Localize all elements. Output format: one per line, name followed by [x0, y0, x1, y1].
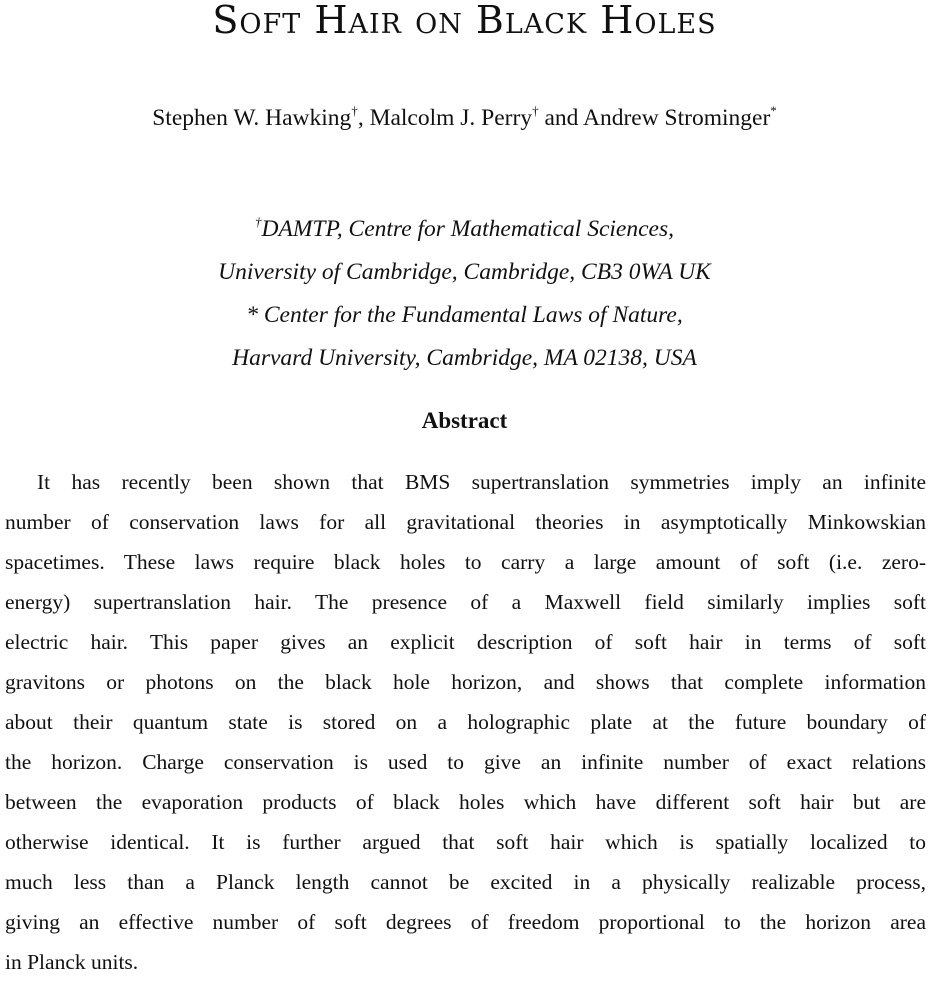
- abstract-line: much less than a Planck length cannot be excited in a physically realizable process,: [5, 870, 926, 894]
- affiliation-text: DAMTP, Centre for Mathematical Sciences,: [261, 216, 674, 242]
- abstract-line: spacetimes. These laws require black holes to carry a large amount of soft (i.e. zero-: [5, 550, 926, 574]
- abstract-line: number of conservation laws for all gravitational theories in asymptotically Minkowskian: [5, 510, 926, 534]
- paper-title: Soft Hair on Black Holes: [212, 0, 717, 42]
- abstract-line: It has recently been shown that BMS supertranslation symmetries imply an infinite: [37, 470, 926, 494]
- abstract-heading: Abstract: [421, 408, 508, 433]
- affiliation-mark: *: [246, 302, 258, 328]
- affiliation-mark: *: [770, 103, 777, 118]
- affiliation-line: University of Cambridge, Cambridge, CB3 0WA UK: [218, 259, 711, 285]
- abstract-line: otherwise identical. It is further argued that soft hair which is spatially localized to: [5, 830, 926, 854]
- abstract-line: in Planck units.: [5, 950, 139, 974]
- author-name: Stephen W. Hawking: [152, 105, 352, 131]
- affiliation-line: [0, 294, 929, 337]
- author-separator: and: [538, 105, 583, 131]
- affiliation-mark: †: [351, 103, 358, 118]
- affiliation-line: Harvard University, Cambridge, MA 02138, USA: [232, 345, 697, 371]
- author-name: Malcolm J. Perry: [369, 105, 533, 131]
- abstract-line: the horizon. Charge conservation is used to give an infinite number of exact relations: [5, 750, 926, 774]
- author-separator: ,: [357, 105, 370, 131]
- abstract-line: energy) supertranslation hair. The presence of a Maxwell field similarly implies soft: [5, 590, 926, 614]
- affiliations: [0, 208, 929, 380]
- affiliation-line: [0, 208, 929, 251]
- abstract-line: between the evaporation products of black holes which have different soft hair but are: [5, 790, 926, 814]
- affiliation-text: Center for the Fundamental Laws of Nature,: [258, 302, 683, 328]
- abstract-line: electric hair. This paper gives an explicit description of soft hair in terms of soft: [5, 630, 926, 654]
- abstract-line: gravitons or photons on the black hole horizon, and shows that complete information: [5, 670, 926, 694]
- abstract-line: about their quantum state is stored on a holographic plate at the future boundary of: [5, 710, 926, 734]
- affiliation-mark: †: [532, 103, 539, 118]
- abstract-body: [5, 462, 926, 982]
- author-name: Andrew Strominger: [582, 105, 771, 131]
- affiliation-mark: †: [255, 214, 262, 229]
- author-list: [0, 103, 929, 133]
- abstract-line: giving an effective number of soft degrees of freedom proportional to the horizon area: [5, 910, 926, 934]
